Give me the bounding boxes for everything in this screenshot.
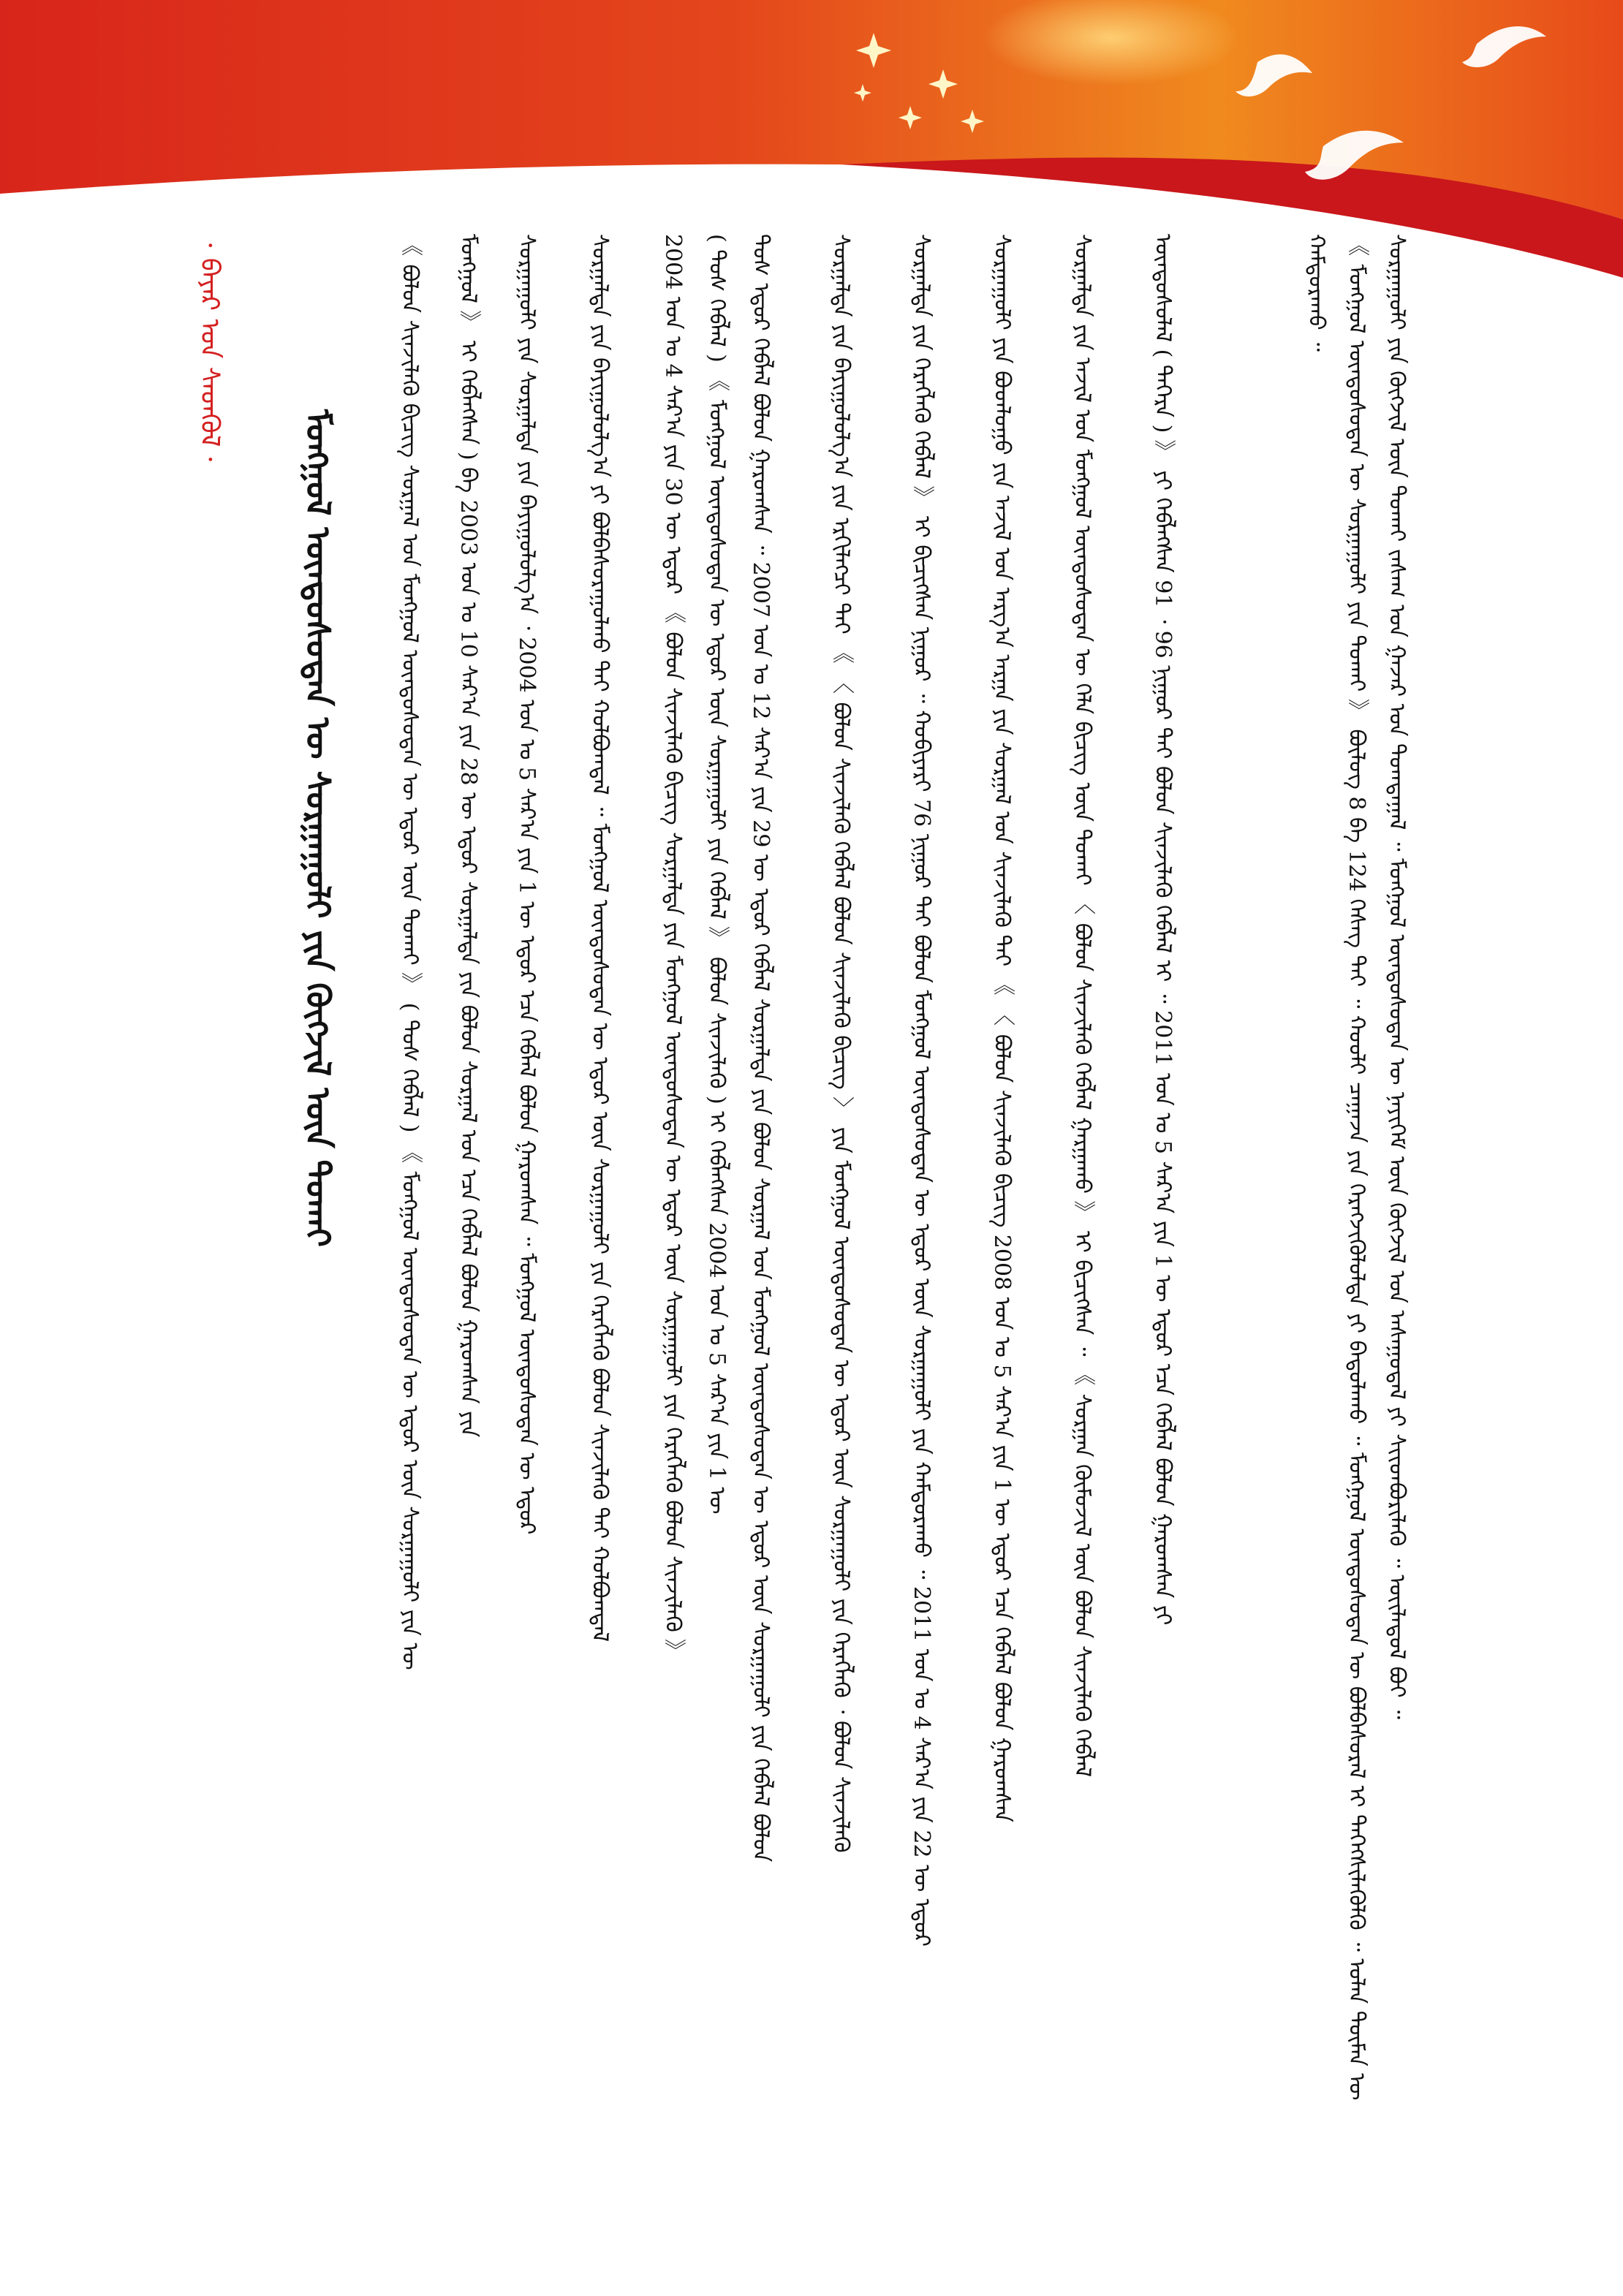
text-column: ᠰᠤᠷᠭᠠᠭᠤᠯᠢ ᠶᠢᠨ ᠪᠣᠳᠯᠣᠭᠣ ᠶᠢᠨ ᠠᠵᠢᠯ ᠤᠨ ᠠᠷᠭ᠎ᠠ ᠠᠷᠭᠠ ᠶᠢᠨ ᠰᠤᠷᠭᠠᠯ ᠤᠨ ᠰᠢᠨᠵᠢᠯᠡᠬᠦ ᠲᠠᠢ 《 〈 ᠪᠣᠯᠤᠨ ᠰᠢᠨᠵᠢᠯᠡᠬᠦ ᠪᠢᠴᠢᠭ 2008 ᠣᠨ ᠤ 5 ᠰᠠᠷ᠎ᠠ ᠶᠢᠨ 1 ᠦ ᠡᠳᠦᠷ ᠡᠴᠡ ᠬᠡᠪᠯᠡᠯ ᠪᠣᠯᠤᠨ ᠭᠠᠷᠤᠭᠰᠠᠨ xyxy=(989,234,1015,1822)
text-column: ᠰᠤᠷᠭᠠᠭᠤᠯᠢ ᠶᠢᠨ ᠬᠥᠭᠵᠢᠯ ᠦᠨ ᠲᠤᠬᠠᠢ ᠵᠠᠰᠠᠭ ᠤᠨ ᠭᠠᠵᠠᠷ ᠤᠨ ᠲᠤᠭᠳᠠᠭᠠᠯ ᠃ ᠮᠣᠩᠭᠣᠯ ᠦᠨᠳᠦᠰᠦᠲᠡᠨ ᠦ ᠨᠡᠶᠢᠭᠡᠮ ᠦᠨ ᠬᠥᠭᠵᠢᠯ ᠤᠨ ᠠᠰᠠᠭᠤᠳᠠᠯ ᠶᠢ ᠰᠢᠢᠳᠪᠦᠷᠢᠯᠡᠬᠦ ᠃ ᠦᠢᠯᠡᠳᠦᠯ ᠪᠤᠢ ᠃ xyxy=(1384,234,1410,1719)
text-column: ᠰᠤᠷᠭᠠᠯᠲᠠ ᠶᠢᠨ ᠬᠡᠷᠡᠭᠯᠡᠬᠦ ᠬᠡᠪᠯᠡᠯ 》 ᠢ ᠪᠢᠴᠢᠭᠰᠡᠨ ᠨᠢᠭᠤᠷ ᠃ ᠬᠤᠪᠢᠶᠠᠷᠢ 76 ᠨᠢᠭᠤᠷ ᠲᠠᠢ ᠪᠣᠯᠤᠨ ᠮᠣᠩᠭᠣᠯ ᠦᠨᠳᠦᠰᠦᠲᠡᠨ ᠦ ᠡᠳᠦᠷ ᠦᠨ ᠰᠤᠷᠭᠠᠭᠤᠯᠢ ᠶᠢᠨ ᠬᠠᠮᠲᠤᠷᠠᠬᠤ ᠃ 2011 ᠣᠨ ᠤ 4 ᠰᠠᠷ᠎ᠠ ᠶᠢᠨ 22 ᠦ ᠡᠳᠦᠷ xyxy=(909,234,934,1947)
text-column: 《 ᠪᠣᠯᠤᠨ ᠰᠢᠨᠵᠢᠯᠡᠬᠦ ᠪᠢᠴᠢᠭ ᠰᠤᠷᠭᠠᠯ ᠤᠨ ᠮᠣᠩᠭᠣᠯ ᠦᠨᠳᠦᠰᠦᠲᠡᠨ ᠦ ᠡᠳᠦᠷ ᠦᠨ ᠲᠤᠬᠠᠢ 》 ( ᠲᠤᠰ ᠬᠡᠪᠯᠡᠯ ) 《 ᠮᠣᠩᠭᠣᠯ ᠦᠨᠳᠦᠰᠦᠲᠡᠨ ᠦ ᠡᠳᠦᠷ ᠦᠨ ᠰᠤᠷᠭᠠᠭᠤᠯᠢ ᠶᠢᠨ ᠦ xyxy=(397,234,423,1670)
page-title: ᠮᠣᠩᠭᠣᠯ ᠦᠨᠳᠦᠰᠦᠲᠡᠨ ᠦ ᠰᠤᠷᠭᠠᠭᠤᠯᠢ ᠶᠢᠨ ᠬᠥᠭᠵᠢᠯ ᠦᠨ ᠲᠤᠬᠠᠢ xyxy=(298,409,338,1247)
text-column: ᠰᠤᠷᠭᠠᠯᠲᠠ ᠶᠢᠨ ᠪᠠᠶᠢᠭᠤᠯᠤᠯᠭ᠎ᠠ ᠶᠢᠨ ᠡᠷᠬᠢᠯᠡᠭᠴᠢ ᠲᠠᠢ 《 〈 ᠪᠣᠯᠤᠨ ᠰᠢᠨᠵᠢᠯᠡᠬᠦ ᠬᠡᠪᠯᠡᠯ ᠪᠣᠯᠤᠨ ᠰᠢᠨᠵᠢᠯᠡᠬᠦ ᠪᠢᠴᠢᠭ 〉 ᠶᠢᠨ ᠮᠣᠩᠭᠣᠯ ᠦᠨᠳᠦᠰᠦᠲᠡᠨ ᠦ ᠡᠳᠦᠷ ᠦᠨ ᠰᠤᠷᠭᠠᠭᠤᠯᠢ ᠶᠢᠨ ᠬᠡᠷᠡᠭᠯᠡᠬᠦ ᠂ ᠪᠣᠯᠤᠨ ᠰᠢᠨᠵᠢᠯᠡᠬᠦ xyxy=(828,234,854,1853)
text-column: ᠲᠤᠰ ᠡᠳᠦᠷ ᠬᠡᠪᠯᠡᠯ ᠪᠣᠯᠤᠨ ᠭᠠᠷᠤᠭᠰᠠᠨ ᠃ 2007 ᠣᠨ ᠤ 12 ᠰᠠᠷ᠎ᠠ ᠶᠢᠨ 29 ᠦ ᠡᠳᠦᠷ ᠬᠡᠪᠯᠡᠯ ᠰᠤᠷᠭᠠᠯᠲᠠ ᠶᠢᠨ ᠪᠣᠯᠤᠨ ᠰᠤᠷᠭᠠᠯ ᠤᠨ ᠮᠣᠩᠭᠣᠯ ᠦᠨᠳᠦᠰᠦᠲᠡᠨ ᠦ ᠡᠳᠦᠷ ᠦᠨ ᠰᠤᠷᠭᠠᠭᠤᠯᠢ ᠶᠢᠨ ᠬᠡᠪᠯᠡᠯ ᠪᠣᠯᠤᠨ xyxy=(748,234,773,1863)
text-column: ᠬᠠᠮᠲᠤᠷᠠᠬᠤ ᠃ xyxy=(1304,234,1329,352)
text-column: 《 ᠮᠣᠩᠭᠣᠯ ᠦᠨᠳᠦᠰᠦᠲᠡᠨ ᠦ ᠰᠤᠷᠭᠠᠭᠤᠯᠢ ᠶᠢᠨ ᠲᠤᠬᠠᠢ 》 ᠪᠦᠯᠦᠭ 8 ᠪᠠ 124 ᠬᠡᠰᠡᠭ ᠲᠠᠢ ᠃ ᠬᠤᠤᠯᠢ ᠴᠠᠭᠠᠵᠠ ᠶᠢᠨ ᠬᠡᠷᠡᠭᠵᠢᠭᠦᠯᠦᠯᠲᠡ ᠶᠢ ᠪᠠᠲᠤᠯᠠᠬᠤ ᠃ ᠮᠣᠩᠭᠣᠯ ᠦᠨᠳᠦᠰᠦᠲᠡᠨ ᠦ ᠪᠣᠯᠪᠠᠰᠤᠷᠠᠯ ᠢ ᠳᠡᠭᠡᠭᠰᠢᠯᠡᠭᠦᠯᠬᠦ ᠃ ᠣᠯᠠᠨ ᠲᠦᠮᠡᠨ ᠦ xyxy=(1344,234,1369,2101)
text-column: ᠰᠤᠷᠭᠠᠯᠲᠠ ᠶᠢᠨ ᠠᠵᠢᠯ ᠤᠨ ᠮᠣᠩᠭᠣᠯ ᠦᠨᠳᠦᠰᠦᠲᠡᠨ ᠦ ᠬᠡᠯᠡ ᠪᠢᠴᠢᠭ ᠦᠨ ᠲᠤᠬᠠᠢ 〈 ᠪᠣᠯᠤᠨ ᠰᠢᠨᠵᠢᠯᠡᠬᠦ ᠬᠡᠪᠯᠡᠯ ᠭᠠᠷᠭᠠᠬᠤ 》 ᠢ ᠪᠢᠴᠢᠭᠰᠡᠨ ᠃ 《 ᠰᠤᠷᠭᠠᠨ ᠬᠦᠮᠦᠵᠢᠯ ᠦᠨ ᠪᠣᠯᠤᠨ ᠰᠢᠨᠵᠢᠯᠡᠬᠦ ᠬᠡᠪᠯᠡᠯ xyxy=(1070,234,1095,1778)
text-column: ᠰᠤᠷᠭᠠᠭᠤᠯᠢ ᠶᠢᠨ ᠰᠤᠷᠭᠠᠯᠲᠠ ᠶᠢᠨ ᠪᠠᠶᠢᠭᠤᠯᠤᠯᠭ᠎ᠠ ᠂ 2004 ᠣᠨ ᠤ 5 ᠰᠠᠷ᠎ᠠ ᠶᠢᠨ 1 ᠦ ᠡᠳᠦᠷ ᠡᠴᠡ ᠬᠡᠪᠯᠡᠯ ᠪᠣᠯᠤᠨ ᠭᠠᠷᠤᠭᠰᠠᠨ ᠃ ᠮᠣᠩᠭᠣᠯ ᠦᠨᠳᠦᠰᠦᠲᠡᠨ ᠦ ᠡᠳᠦᠷ xyxy=(514,234,540,1535)
text-column: ᠮᠣᠩᠭᠣᠯ 》 ᠢ ᠬᠡᠪᠯᠡᠭᠰᠡᠨ ) ᠪᠠ 2003 ᠣᠨ ᠤ 10 ᠰᠠᠷ᠎ᠠ ᠶᠢᠨ 28 ᠦ ᠡᠳᠦᠷ ᠰᠤᠷᠭᠠᠯᠲᠠ ᠶᠢᠨ ᠪᠣᠯᠤᠨ ᠰᠤᠷᠭᠠᠯ ᠤᠨ ᠡᠴᠡ ᠬᠡᠪᠯᠡᠯ ᠪᠣᠯᠤᠨ ᠭᠠᠷᠤᠭᠰᠠᠨ ᠶᠢᠨ xyxy=(455,234,481,1438)
author-byline: · ᠪᠠᠶᠠᠷ ᠤᠨ ᠰᠡᠳᠬᠦᠯ · xyxy=(194,241,224,464)
text-column: ᠰᠤᠷᠭᠠᠯᠲᠠ ᠶᠢᠨ ᠪᠠᠶᠢᠭᠤᠯᠤᠯᠭ᠎ᠠ ᠶᠢ ᠪᠣᠯᠪᠠᠰᠤᠷᠠᠭᠤᠯᠬᠤ ᠲᠠᠢ ᠬᠣᠯᠪᠣᠭᠳᠠᠯ ᠃ ᠮᠣᠩᠭᠣᠯ ᠦᠨᠳᠦᠰᠦᠲᠡᠨ ᠦ ᠡᠳᠦᠷ ᠦᠨ ᠰᠤᠷᠭᠠᠭᠤᠯᠢ ᠶᠢᠨ ᠬᠡᠷᠡᠭᠯᠡᠬᠦ ᠪᠣᠯᠤᠨ ᠰᠢᠨᠵᠢᠯᠡᠬᠦ ᠲᠠᠢ ᠬᠣᠯᠪᠣᠭᠳᠠᠯ xyxy=(587,234,613,1643)
text-column: ( ᠲᠤᠰ ᠬᠡᠪᠯᠡᠯ ) 《 ᠮᠣᠩᠭᠣᠯ ᠦᠨᠳᠦᠰᠦᠲᠡᠨ ᠦ ᠡᠳᠦᠷ ᠦᠨ ᠰᠤᠷᠭᠠᠭᠤᠯᠢ ᠶᠢᠨ ᠬᠡᠪᠯᠡᠯ 》 ᠪᠣᠯᠤᠨ ᠰᠢᠨᠵᠢᠯᠡᠬᠦ ) ᠢ ᠬᠡᠪᠯᠡᠭᠰᠡᠨ 2004 ᠣᠨ ᠤ 5 ᠰᠠᠷ᠎ᠠ ᠶᠢᠨ 1 ᠦ xyxy=(704,234,730,1515)
text-column: 2004 ᠣᠨ ᠤ 4 ᠰᠠᠷ᠎ᠠ ᠶᠢᠨ 30 ᠦ ᠡᠳᠦᠷ 《 ᠪᠣᠯᠤᠨ ᠰᠢᠨᠵᠢᠯᠡᠬᠦ ᠪᠢᠴᠢᠭ ᠰᠤᠷᠭᠠᠯᠲᠠ ᠶᠢᠨ ᠮᠣᠩᠭᠣᠯ ᠦᠨᠳᠦᠰᠦᠲᠡᠨ ᠦ ᠡᠳᠦᠷ ᠦᠨ ᠰᠤᠷᠭᠠᠭᠤᠯᠢ ᠶᠢᠨ ᠬᠡᠷᠡᠭᠯᠡᠬᠦ ᠪᠣᠯᠤᠨ ᠰᠢᠨᠵᠢᠯᠡᠬᠦ 》 xyxy=(660,234,686,1662)
text-column: ᠦᠨᠳᠦᠰᠦᠯᠡᠯ ( ᠳᠡᠭᠡᠷᠡ ) 》 ᠶᠢ ᠬᠡᠪᠯᠡᠭᠰᠡᠨ 91 ᠂ 96 ᠨᠢᠭᠤᠷ ᠲᠠᠢ ᠪᠣᠯᠤᠨ ᠰᠢᠨᠵᠢᠯᠡᠬᠦ ᠬᠡᠪᠯᠡᠯ ᠢ ᠃ 2011 ᠣᠨ ᠤ 5 ᠰᠠᠷ᠎ᠠ ᠶᠢᠨ 1 ᠦ ᠡᠳᠦᠷ ᠡᠴᠡ ᠬᠡᠪᠯᠡᠯ ᠪᠣᠯᠤᠨ ᠭᠠᠷᠤᠭᠰᠠᠨ ᠶᠢ xyxy=(1150,234,1176,1626)
header-banner xyxy=(0,0,1623,278)
